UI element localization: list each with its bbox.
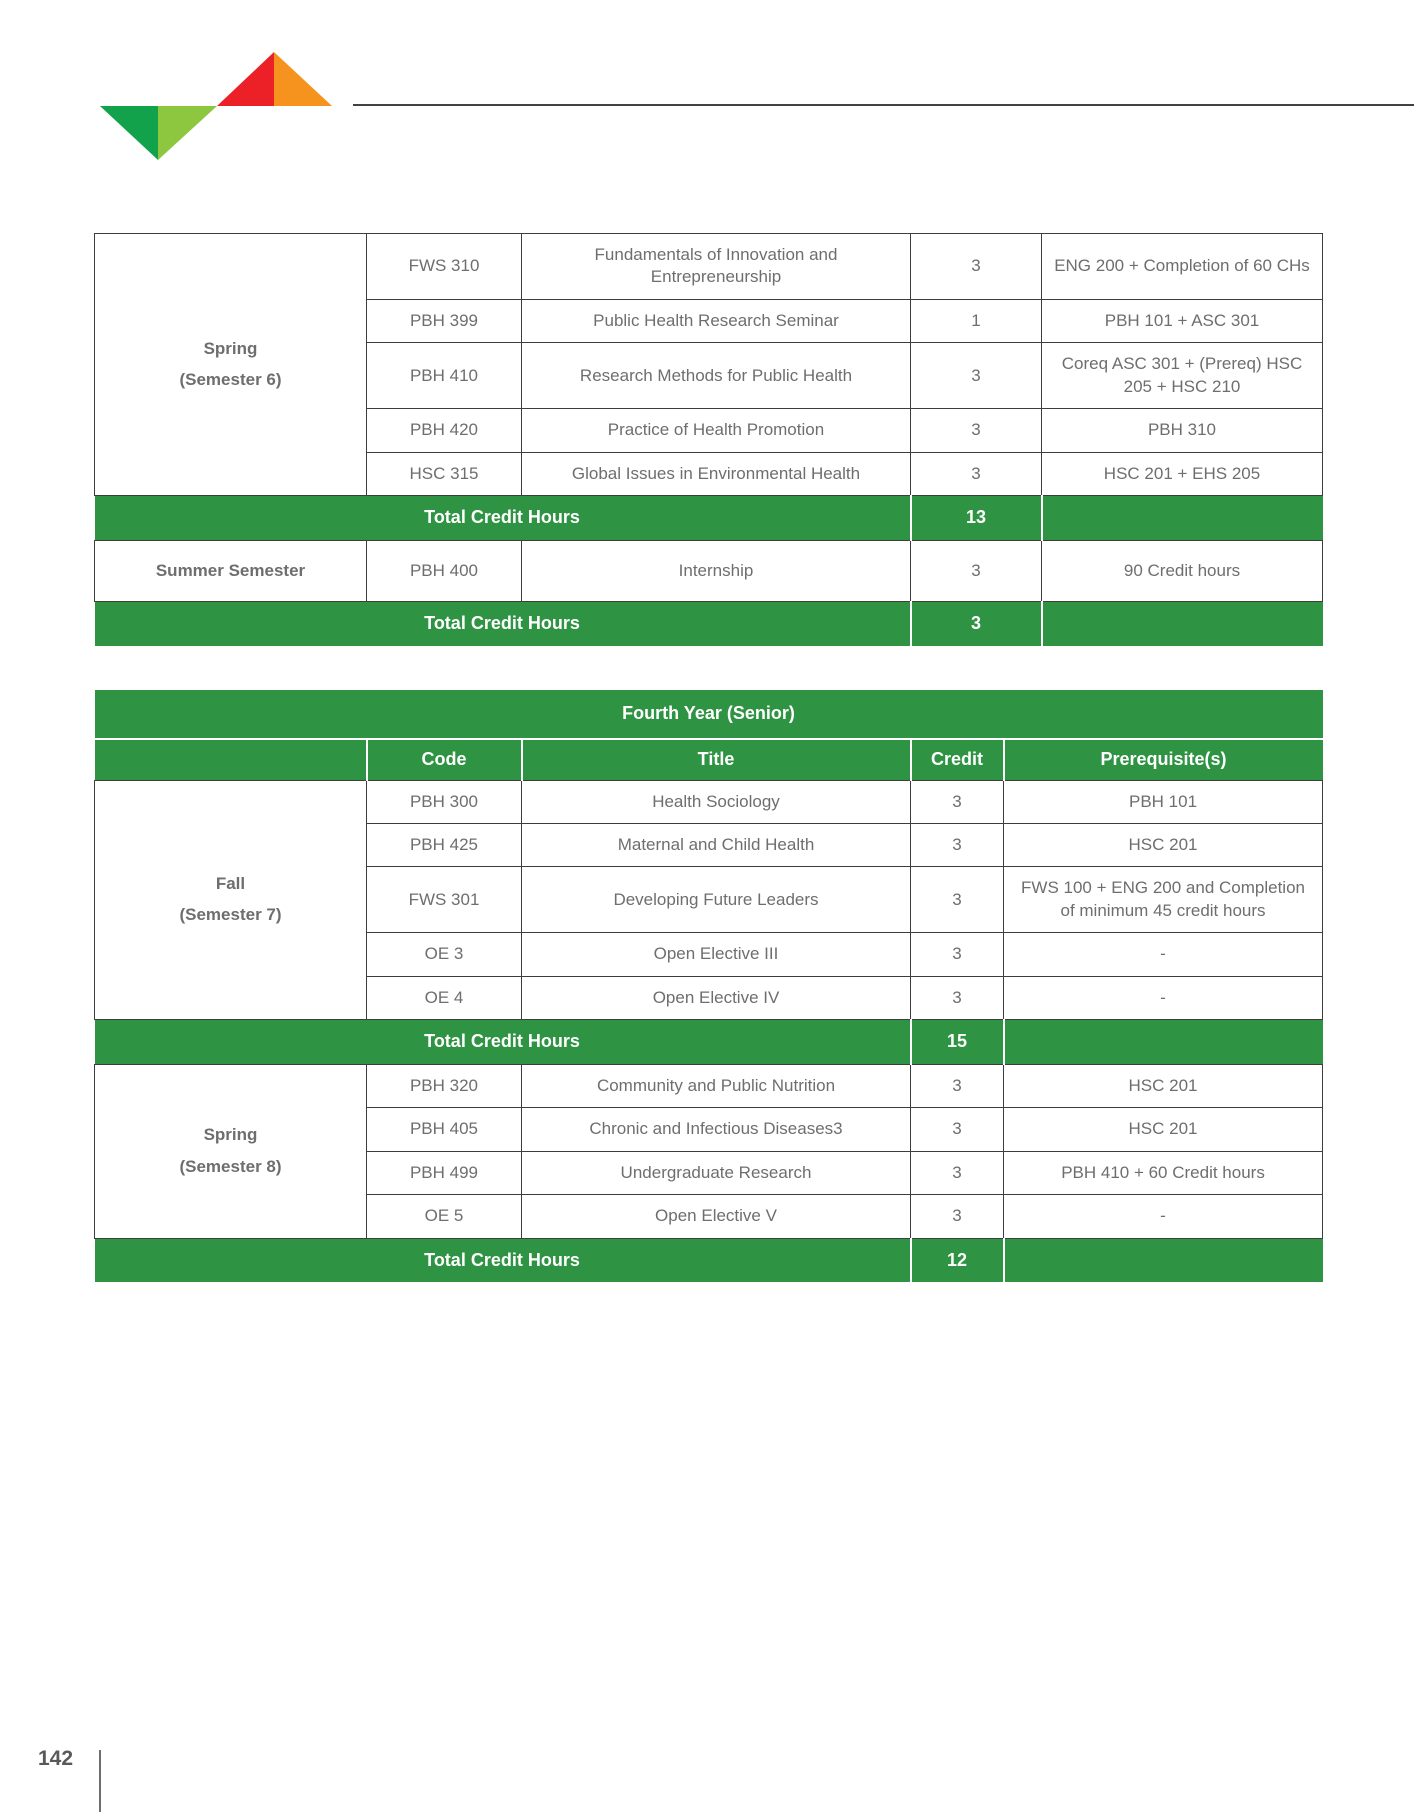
course-prerequisite-cell: HSC 201 <box>1004 1064 1323 1107</box>
column-header-row <box>95 739 1323 780</box>
course-title-cell: Health Sociology <box>522 780 911 823</box>
semester-cell <box>95 1064 367 1238</box>
course-row <box>95 780 1323 823</box>
course-code-cell: PBH 405 <box>367 1108 522 1151</box>
course-title-cell: Open Elective V <box>522 1195 911 1238</box>
course-title-cell: Public Health Research Seminar <box>522 299 911 342</box>
semester-cell <box>95 234 367 496</box>
logo-triangle-light-green <box>158 106 217 160</box>
total-credit-hours-value: 15 <box>911 1020 1004 1065</box>
course-credit-cell: 3 <box>911 234 1042 300</box>
total-credit-hours-label: Total Credit Hours <box>95 1238 911 1282</box>
total-credit-hours-row <box>95 1238 1323 1282</box>
course-title-cell: Open Elective IV <box>522 976 911 1019</box>
semester-label-line: (Semester 8) <box>179 1156 282 1176</box>
total-row-empty-cell <box>1004 1020 1323 1065</box>
semester-label-line: Spring <box>203 1125 258 1145</box>
logo-triangle-red <box>217 52 274 106</box>
course-credit-cell: 3 <box>911 1108 1004 1151</box>
total-credit-hours-label: Total Credit Hours <box>95 496 911 541</box>
fourth-year-schedule-table <box>94 690 1323 1282</box>
course-title-cell: Research Methods for Public Health <box>522 343 911 409</box>
page-number: 142 <box>38 1747 74 1770</box>
course-prerequisite-cell: 90 Credit hours <box>1042 540 1323 601</box>
semester-cell <box>95 540 367 601</box>
course-code-cell: PBH 399 <box>367 299 522 342</box>
total-credit-hours-row <box>95 1020 1323 1065</box>
course-title-cell: Fundamentals of Innovation and Entrepreneurship <box>522 234 911 300</box>
header-semester <box>95 739 367 780</box>
total-credit-hours-value: 12 <box>911 1238 1004 1282</box>
course-row <box>95 1064 1323 1107</box>
course-title-cell: Open Elective III <box>522 933 911 976</box>
course-row <box>95 234 1323 300</box>
course-credit-cell: 3 <box>911 343 1042 409</box>
total-credit-hours-value: 13 <box>911 496 1042 541</box>
total-credit-hours-label: Total Credit Hours <box>95 1020 911 1065</box>
course-prerequisite-cell: PBH 101 <box>1004 780 1323 823</box>
semester-label-line: (Semester 7) <box>179 905 282 925</box>
course-credit-cell: 3 <box>911 780 1004 823</box>
header-prerequisites: Prerequisite(s) <box>1004 739 1323 780</box>
semester-label-line: Spring <box>203 338 258 358</box>
course-credit-cell: 3 <box>911 540 1042 601</box>
course-code-cell: OE 5 <box>367 1195 522 1238</box>
course-credit-cell: 3 <box>911 452 1042 495</box>
total-row-empty-cell <box>1042 496 1323 541</box>
course-prerequisite-cell: PBH 310 <box>1042 409 1323 452</box>
total-row-empty-cell <box>1042 602 1323 646</box>
total-row-empty-cell <box>1004 1238 1323 1282</box>
course-title-cell: Undergraduate Research <box>522 1151 911 1194</box>
course-prerequisite-cell: HSC 201 + EHS 205 <box>1042 452 1323 495</box>
semester-label-line: (Semester 6) <box>179 370 282 390</box>
course-prerequisite-cell: HSC 201 <box>1004 1108 1323 1151</box>
course-code-cell: PBH 320 <box>367 1064 522 1107</box>
course-prerequisite-cell: - <box>1004 976 1323 1019</box>
header-rule <box>353 104 1414 106</box>
course-prerequisite-cell: PBH 410 + 60 Credit hours <box>1004 1151 1323 1194</box>
total-credit-hours-value: 3 <box>911 602 1042 646</box>
course-prerequisite-cell: FWS 100 + ENG 200 and Completion of minimum 45 credit hours <box>1004 867 1323 933</box>
logo-triangle-orange <box>274 52 332 106</box>
course-code-cell: PBH 425 <box>367 823 522 866</box>
header-credit: Credit <box>911 739 1004 780</box>
total-credit-hours-label: Total Credit Hours <box>95 602 911 646</box>
course-prerequisite-cell: HSC 201 <box>1004 823 1323 866</box>
course-code-cell: FWS 301 <box>367 867 522 933</box>
course-credit-cell: 3 <box>911 823 1004 866</box>
course-credit-cell: 1 <box>911 299 1042 342</box>
table-title: Fourth Year (Senior) <box>95 690 1323 739</box>
logo-triangle-dark-green <box>100 106 158 160</box>
course-credit-cell: 3 <box>911 409 1042 452</box>
footer-rule <box>99 1750 101 1812</box>
course-title-cell: Maternal and Child Health <box>522 823 911 866</box>
course-title-cell: Internship <box>522 540 911 601</box>
course-credit-cell: 3 <box>911 1195 1004 1238</box>
course-credit-cell: 3 <box>911 1151 1004 1194</box>
total-credit-hours-row <box>95 602 1323 646</box>
course-credit-cell: 3 <box>911 933 1004 976</box>
course-credit-cell: 3 <box>911 1064 1004 1107</box>
course-prerequisite-cell: PBH 101 + ASC 301 <box>1042 299 1323 342</box>
course-credit-cell: 3 <box>911 976 1004 1019</box>
course-title-cell: Chronic and Infectious Diseases3 <box>522 1108 911 1151</box>
course-code-cell: PBH 499 <box>367 1151 522 1194</box>
course-code-cell: PBH 300 <box>367 780 522 823</box>
course-prerequisite-cell: - <box>1004 933 1323 976</box>
course-code-cell: FWS 310 <box>367 234 522 300</box>
course-code-cell: PBH 400 <box>367 540 522 601</box>
course-code-cell: OE 4 <box>367 976 522 1019</box>
course-prerequisite-cell: - <box>1004 1195 1323 1238</box>
semester-cell <box>95 780 367 1020</box>
table-title-row <box>95 690 1323 739</box>
course-code-cell: PBH 420 <box>367 409 522 452</box>
semester-label-line: Fall <box>215 873 246 893</box>
total-credit-hours-row <box>95 496 1323 541</box>
header-title: Title <box>522 739 911 780</box>
course-title-cell: Community and Public Nutrition <box>522 1064 911 1107</box>
course-title-cell: Global Issues in Environmental Health <box>522 452 911 495</box>
semester-label-line: Summer Semester <box>155 560 306 580</box>
header-code: Code <box>367 739 522 780</box>
course-code-cell: OE 3 <box>367 933 522 976</box>
course-code-cell: PBH 410 <box>367 343 522 409</box>
course-credit-cell: 3 <box>911 867 1004 933</box>
course-title-cell: Practice of Health Promotion <box>522 409 911 452</box>
course-prerequisite-cell: ENG 200 + Completion of 60 CHs <box>1042 234 1323 300</box>
course-row <box>95 540 1323 601</box>
course-code-cell: HSC 315 <box>367 452 522 495</box>
spring-summer-schedule-table <box>94 233 1323 646</box>
course-title-cell: Developing Future Leaders <box>522 867 911 933</box>
course-prerequisite-cell: Coreq ASC 301 + (Prereq) HSC 205 + HSC 210 <box>1042 343 1323 409</box>
university-logo <box>100 52 332 160</box>
